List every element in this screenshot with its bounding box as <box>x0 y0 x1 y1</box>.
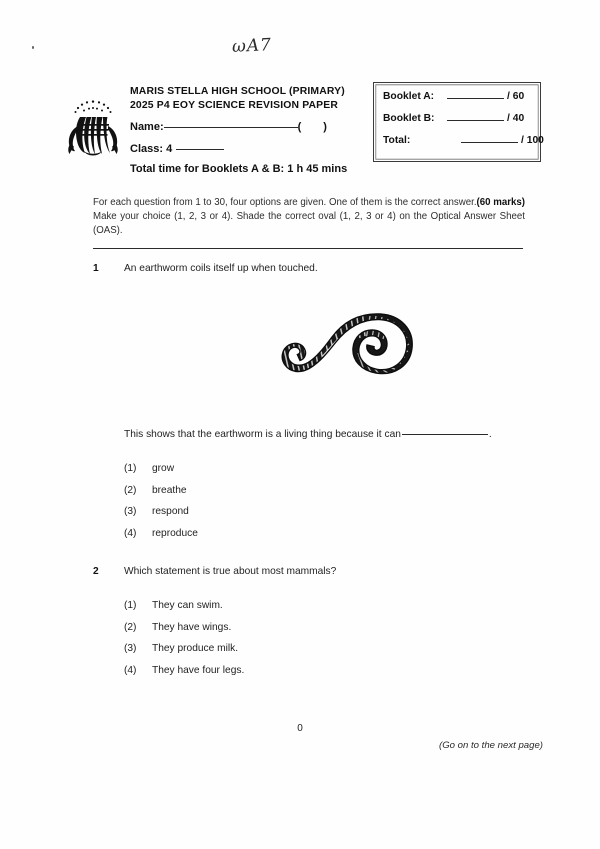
question-2-stem: Which statement is true about most mammals? <box>124 566 337 577</box>
class-label: Class: 4 <box>130 143 173 155</box>
option-key: (3) <box>124 506 137 517</box>
question-1-lead-in-text: This shows that the earthworm is a living thing because it can <box>124 429 401 440</box>
option-label: respond <box>152 506 189 517</box>
marks-box <box>373 82 544 162</box>
marks-input-booklet-b[interactable] <box>447 111 504 121</box>
name-input-line[interactable] <box>164 127 298 128</box>
handwritten-annotation: ωA7 <box>231 34 273 58</box>
marks-max-booklet-a: / 60 <box>507 91 525 102</box>
page-number: 0 <box>297 723 303 734</box>
question-1-lead-in-period: . <box>488 429 492 440</box>
instructions-text: For each question from 1 to 30, four options are given. One of them is the correct answer. Make your choice (1, 2, 3 or 4). Shade the correct oval (1, 2, 3 or 4) on the Optical Answer Sheet (OAS). <box>93 197 525 237</box>
coiled-earthworm-illustration <box>262 296 432 406</box>
question-1-stem-row <box>93 262 533 276</box>
section-divider <box>93 248 523 249</box>
question-2-option-3[interactable] <box>124 638 424 660</box>
marks-max-booklet-b: / 40 <box>507 113 525 124</box>
question-1 <box>93 262 533 276</box>
instructions-block <box>93 196 525 239</box>
option-key: (1) <box>124 600 137 611</box>
instructions-marks: (60 marks) <box>476 197 525 208</box>
question-1-option-4[interactable] <box>124 523 424 545</box>
marks-input-total[interactable] <box>461 133 518 143</box>
option-label: They have four legs. <box>152 664 245 676</box>
marks-label-booklet-a: Booklet A: <box>383 91 435 102</box>
question-2-option-1[interactable] <box>124 595 424 617</box>
question-1-lead-in <box>124 428 524 442</box>
option-key: (2) <box>124 621 137 633</box>
question-2-options <box>124 595 424 681</box>
class-input-line[interactable] <box>176 149 224 150</box>
marks-row-booklet-a <box>383 89 531 103</box>
option-key: (2) <box>124 484 137 496</box>
question-1-option-2[interactable] <box>124 480 424 502</box>
option-label: They have wings. <box>152 621 232 633</box>
name-paren-open: ( <box>297 121 302 133</box>
option-label: grow <box>152 463 175 474</box>
header-text-block <box>130 85 365 156</box>
option-label: They can swim. <box>152 600 223 611</box>
marks-row-booklet-b <box>383 111 531 125</box>
option-label: They produce milk. <box>152 643 239 654</box>
option-label: reproduce <box>152 527 198 539</box>
marks-row-total <box>383 133 544 147</box>
option-key: (4) <box>124 527 137 539</box>
question-2-number: 2 <box>93 566 99 577</box>
name-paren-close: ) <box>323 121 327 133</box>
question-1-number: 1 <box>93 263 99 274</box>
scan-speck <box>32 46 34 49</box>
question-1-options <box>124 458 424 544</box>
question-2-stem-row <box>93 565 533 579</box>
total-time-text: Total time for Booklets A & B: 1 h 45 mins <box>130 163 348 175</box>
marks-label-total: Total: <box>383 135 411 146</box>
marks-input-booklet-a[interactable] <box>447 89 504 99</box>
question-2 <box>93 565 533 579</box>
name-field-row <box>130 121 365 134</box>
footer-note: (Go on to the next page) <box>439 740 543 751</box>
question-2-option-4[interactable] <box>124 660 424 682</box>
option-key: (4) <box>124 664 137 676</box>
paper-name: 2025 P4 EOY SCIENCE REVISION PAPER <box>130 99 338 111</box>
marks-max-total: / 100 <box>521 135 544 146</box>
question-1-stem: An earthworm coils itself up when touched. <box>124 263 318 274</box>
option-key: (3) <box>124 643 137 654</box>
marks-label-booklet-b: Booklet B: <box>383 113 435 124</box>
question-2-option-2[interactable] <box>124 617 424 639</box>
question-1-answer-blank[interactable] <box>402 434 488 435</box>
class-field-row <box>130 143 365 156</box>
marian-monogram-crest-icon <box>62 96 124 160</box>
question-1-option-1[interactable] <box>124 458 424 480</box>
option-label: breathe <box>152 484 187 496</box>
option-key: (1) <box>124 463 137 474</box>
question-1-option-3[interactable] <box>124 501 424 523</box>
name-label: Name: <box>130 121 164 133</box>
school-name: MARIS STELLA HIGH SCHOOL (PRIMARY) <box>130 86 345 97</box>
